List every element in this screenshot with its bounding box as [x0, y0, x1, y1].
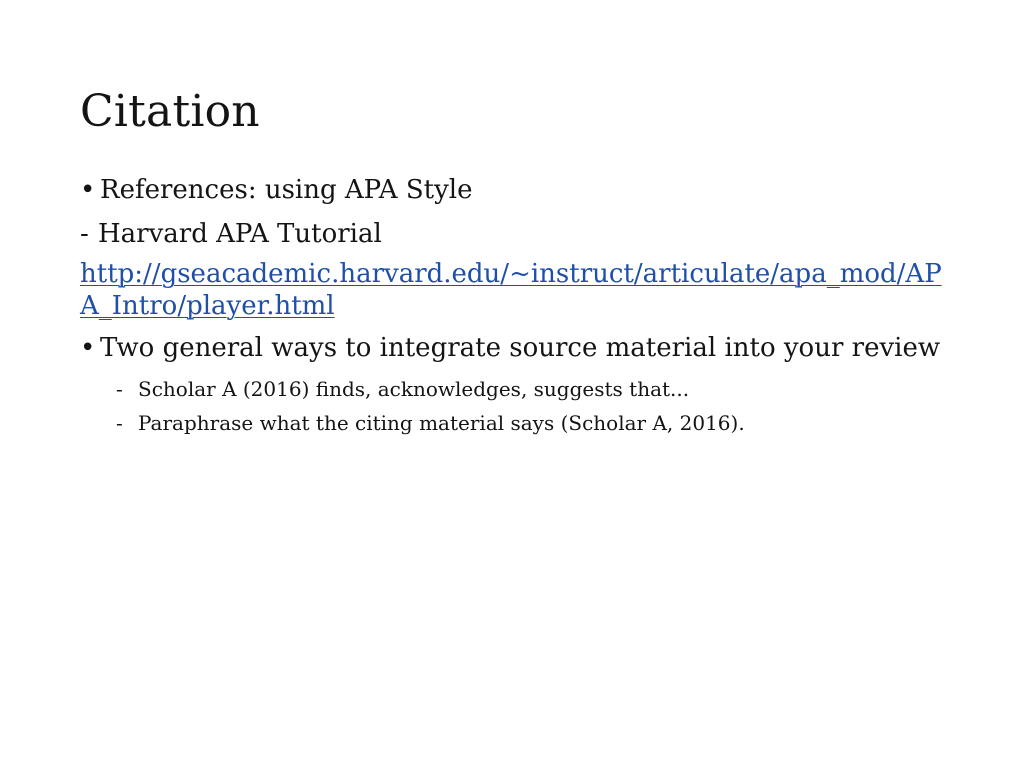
dash-marker: -: [80, 219, 89, 249]
bullet-item-integrate: [80, 328, 960, 368]
sub-item-paraphrase: [80, 406, 960, 440]
bullet-text: References: using APA Style: [100, 175, 473, 205]
bullet-icon: •: [80, 175, 96, 205]
sub-item-text: Paraphrase what the citing material says (Scholar A, 2016).: [138, 411, 745, 435]
dash-marker: -: [116, 377, 123, 401]
sub-item-scholar: [80, 372, 960, 406]
bullet-item-references: [80, 170, 960, 210]
slide-title: Citation: [80, 86, 260, 137]
slide-content: [80, 170, 960, 440]
tutorial-link[interactable]: http://gseacademic.harvard.edu/~instruct/articulate/apa_mod/APA_Intro/player.html: [80, 259, 942, 321]
dash-marker: -: [116, 411, 123, 435]
bullet-text: Two general ways to integrate source material into your review: [100, 333, 941, 363]
sub-item-text: Scholar A (2016) finds, acknowledges, suggests that...: [138, 377, 690, 401]
dash-item-tutorial: [80, 214, 960, 254]
bullet-icon: •: [80, 333, 96, 363]
dash-text: Harvard APA Tutorial: [98, 219, 382, 249]
